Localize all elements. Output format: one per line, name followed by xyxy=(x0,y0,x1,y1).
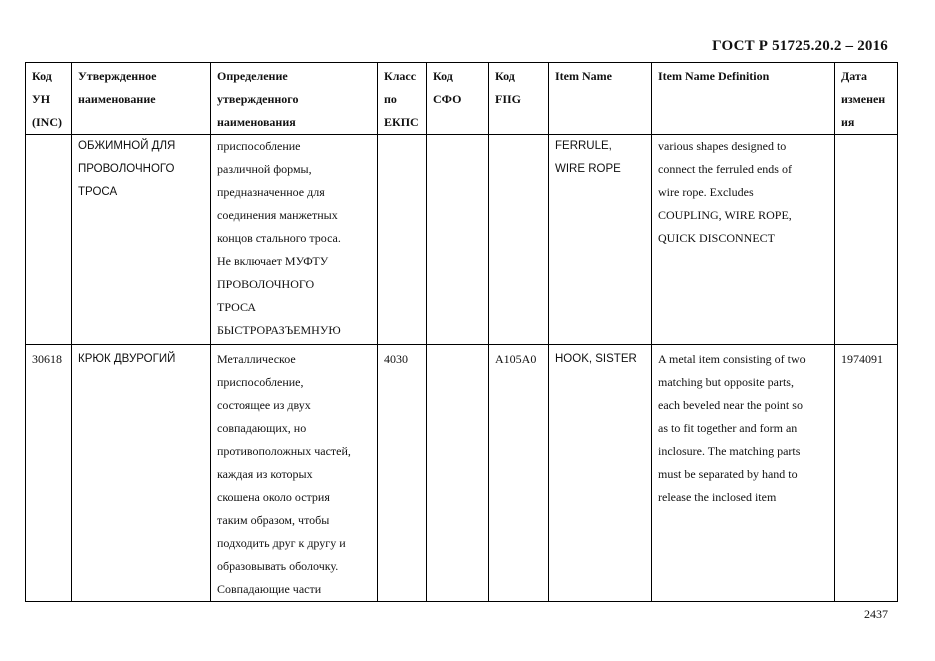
header-definition-ru xyxy=(211,63,378,135)
cell-code-fiig xyxy=(489,135,549,345)
cell-text-line: QUICK DISCONNECT xyxy=(658,231,775,245)
cell-approved-name xyxy=(72,135,211,345)
cell-text-line: HOOK, SISTER xyxy=(555,353,637,365)
cell-text-line: connect the ferruled ends of xyxy=(658,162,792,176)
cell-text-line: Совпадающие части xyxy=(217,582,322,596)
cell-text-line: COUPLING, WIRE ROPE, xyxy=(658,208,792,222)
cell-text-line: состоящее из двух xyxy=(217,398,311,412)
cell-text-line: ЕКПС xyxy=(384,115,419,129)
cell-text-line: наименования xyxy=(217,115,296,129)
header-code-fiig xyxy=(489,63,549,135)
cell-item-name-definition xyxy=(652,345,835,602)
cell-text-line: Дата xyxy=(841,69,867,83)
header-date-changed xyxy=(835,63,898,135)
cell-text-line: 30618 xyxy=(32,352,62,366)
cell-item-name-definition xyxy=(652,135,835,345)
cell-text-line: образовывать оболочку. xyxy=(217,559,339,573)
cell-text-line: противоположных частей, xyxy=(217,444,351,458)
page-number: 2437 xyxy=(864,607,888,621)
header-class-ekps xyxy=(378,63,427,135)
cell-text-line: Item Name Definition xyxy=(658,69,770,83)
cell-text-line: Класс xyxy=(384,69,417,83)
cell-text-line: утвержденного xyxy=(217,92,299,106)
header-approved-name xyxy=(72,63,211,135)
cell-text-line: совпадающих, но xyxy=(217,421,307,435)
cell-text-line: концов стального троса. xyxy=(217,231,341,245)
catalog-table xyxy=(25,62,898,602)
cell-text-line: WIRE ROPE xyxy=(555,163,621,175)
cell-text-line: (INC) xyxy=(32,115,62,129)
cell-approved-name xyxy=(72,345,211,602)
cell-text-line: ТРОСА xyxy=(217,300,257,314)
cell-date-changed xyxy=(835,135,898,345)
cell-text-line: БЫСТРОРАЗЪЕМНУЮ xyxy=(217,323,341,337)
cell-text-line: приспособление, xyxy=(217,375,304,389)
cell-text-line: по xyxy=(384,92,397,106)
cell-text-line: наименование xyxy=(78,92,156,106)
cell-text-line: FIIG xyxy=(495,92,522,106)
cell-text-line: СФО xyxy=(433,92,462,106)
header-code-sfo xyxy=(427,63,489,135)
cell-text-line: Утвержденное xyxy=(78,69,157,83)
cell-text-line: изменен xyxy=(841,92,886,106)
cell-text-line: Металлическое xyxy=(217,352,296,366)
cell-text-line: предназначенное для xyxy=(217,185,325,199)
cell-text-line: КРЮК ДВУРОГИЙ xyxy=(78,353,176,365)
cell-code-fiig xyxy=(489,345,549,602)
cell-text-line: as to fit together and form an xyxy=(658,421,798,435)
table-row xyxy=(26,345,898,602)
cell-text-line: A105A0 xyxy=(495,352,537,366)
cell-text-line: ОБЖИМНОЙ ДЛЯ xyxy=(78,140,176,152)
cell-class-ekps xyxy=(378,135,427,345)
cell-code-inc xyxy=(26,135,72,345)
cell-text-line: ПРОВОЛОЧНОГО xyxy=(217,277,315,291)
cell-text-line: Item Name xyxy=(555,69,612,83)
cell-code-sfo xyxy=(427,135,489,345)
cell-text-line: ПРОВОЛОЧНОГО xyxy=(78,163,175,175)
cell-text-line: соединения манжетных xyxy=(217,208,338,222)
header-item-name xyxy=(549,63,652,135)
cell-code-inc xyxy=(26,345,72,602)
cell-text-line: FERRULE, xyxy=(555,140,612,152)
cell-text-line: must be separated by hand to xyxy=(658,467,798,481)
cell-text-line: скошена около острия xyxy=(217,490,330,504)
cell-text-line: various shapes designed to xyxy=(658,139,787,153)
cell-item-name xyxy=(549,135,652,345)
cell-text-line: release the inclosed item xyxy=(658,490,777,504)
cell-text-line: wire rope. Excludes xyxy=(658,185,754,199)
cell-text-line: ия xyxy=(841,115,855,129)
cell-text-line: Код xyxy=(495,69,515,83)
cell-code-sfo xyxy=(427,345,489,602)
cell-text-line: matching but opposite parts, xyxy=(658,375,794,389)
header-item-name-definition xyxy=(652,63,835,135)
cell-text-line: A metal item consisting of two xyxy=(658,352,806,366)
header-code-inc xyxy=(26,63,72,135)
document-standard-header: ГОСТ Р 51725.20.2 – 2016 xyxy=(712,38,888,54)
cell-text-line: Определение xyxy=(217,69,288,83)
cell-text-line: Код xyxy=(32,69,52,83)
cell-item-name xyxy=(549,345,652,602)
cell-text-line: приспособление xyxy=(217,139,301,153)
cell-text-line: Код xyxy=(433,69,453,83)
table-header-row xyxy=(26,63,898,135)
cell-text-line: УН xyxy=(32,92,51,106)
cell-text-line: ТРОСА xyxy=(78,186,118,198)
cell-text-line: различной формы, xyxy=(217,162,312,176)
table-row xyxy=(26,135,898,345)
cell-definition-ru xyxy=(211,135,378,345)
cell-text-line: 1974091 xyxy=(841,352,883,366)
cell-text-line: подходить друг к другу и xyxy=(217,536,346,550)
cell-date-changed xyxy=(835,345,898,602)
cell-text-line: Не включает МУФТУ xyxy=(217,254,329,268)
cell-text-line: each beveled near the point so xyxy=(658,398,803,412)
cell-definition-ru xyxy=(211,345,378,602)
cell-text-line: 4030 xyxy=(384,352,408,366)
cell-text-line: таким образом, чтобы xyxy=(217,513,330,527)
cell-class-ekps xyxy=(378,345,427,602)
cell-text-line: каждая из которых xyxy=(217,467,313,481)
cell-text-line: inclosure. The matching parts xyxy=(658,444,801,458)
